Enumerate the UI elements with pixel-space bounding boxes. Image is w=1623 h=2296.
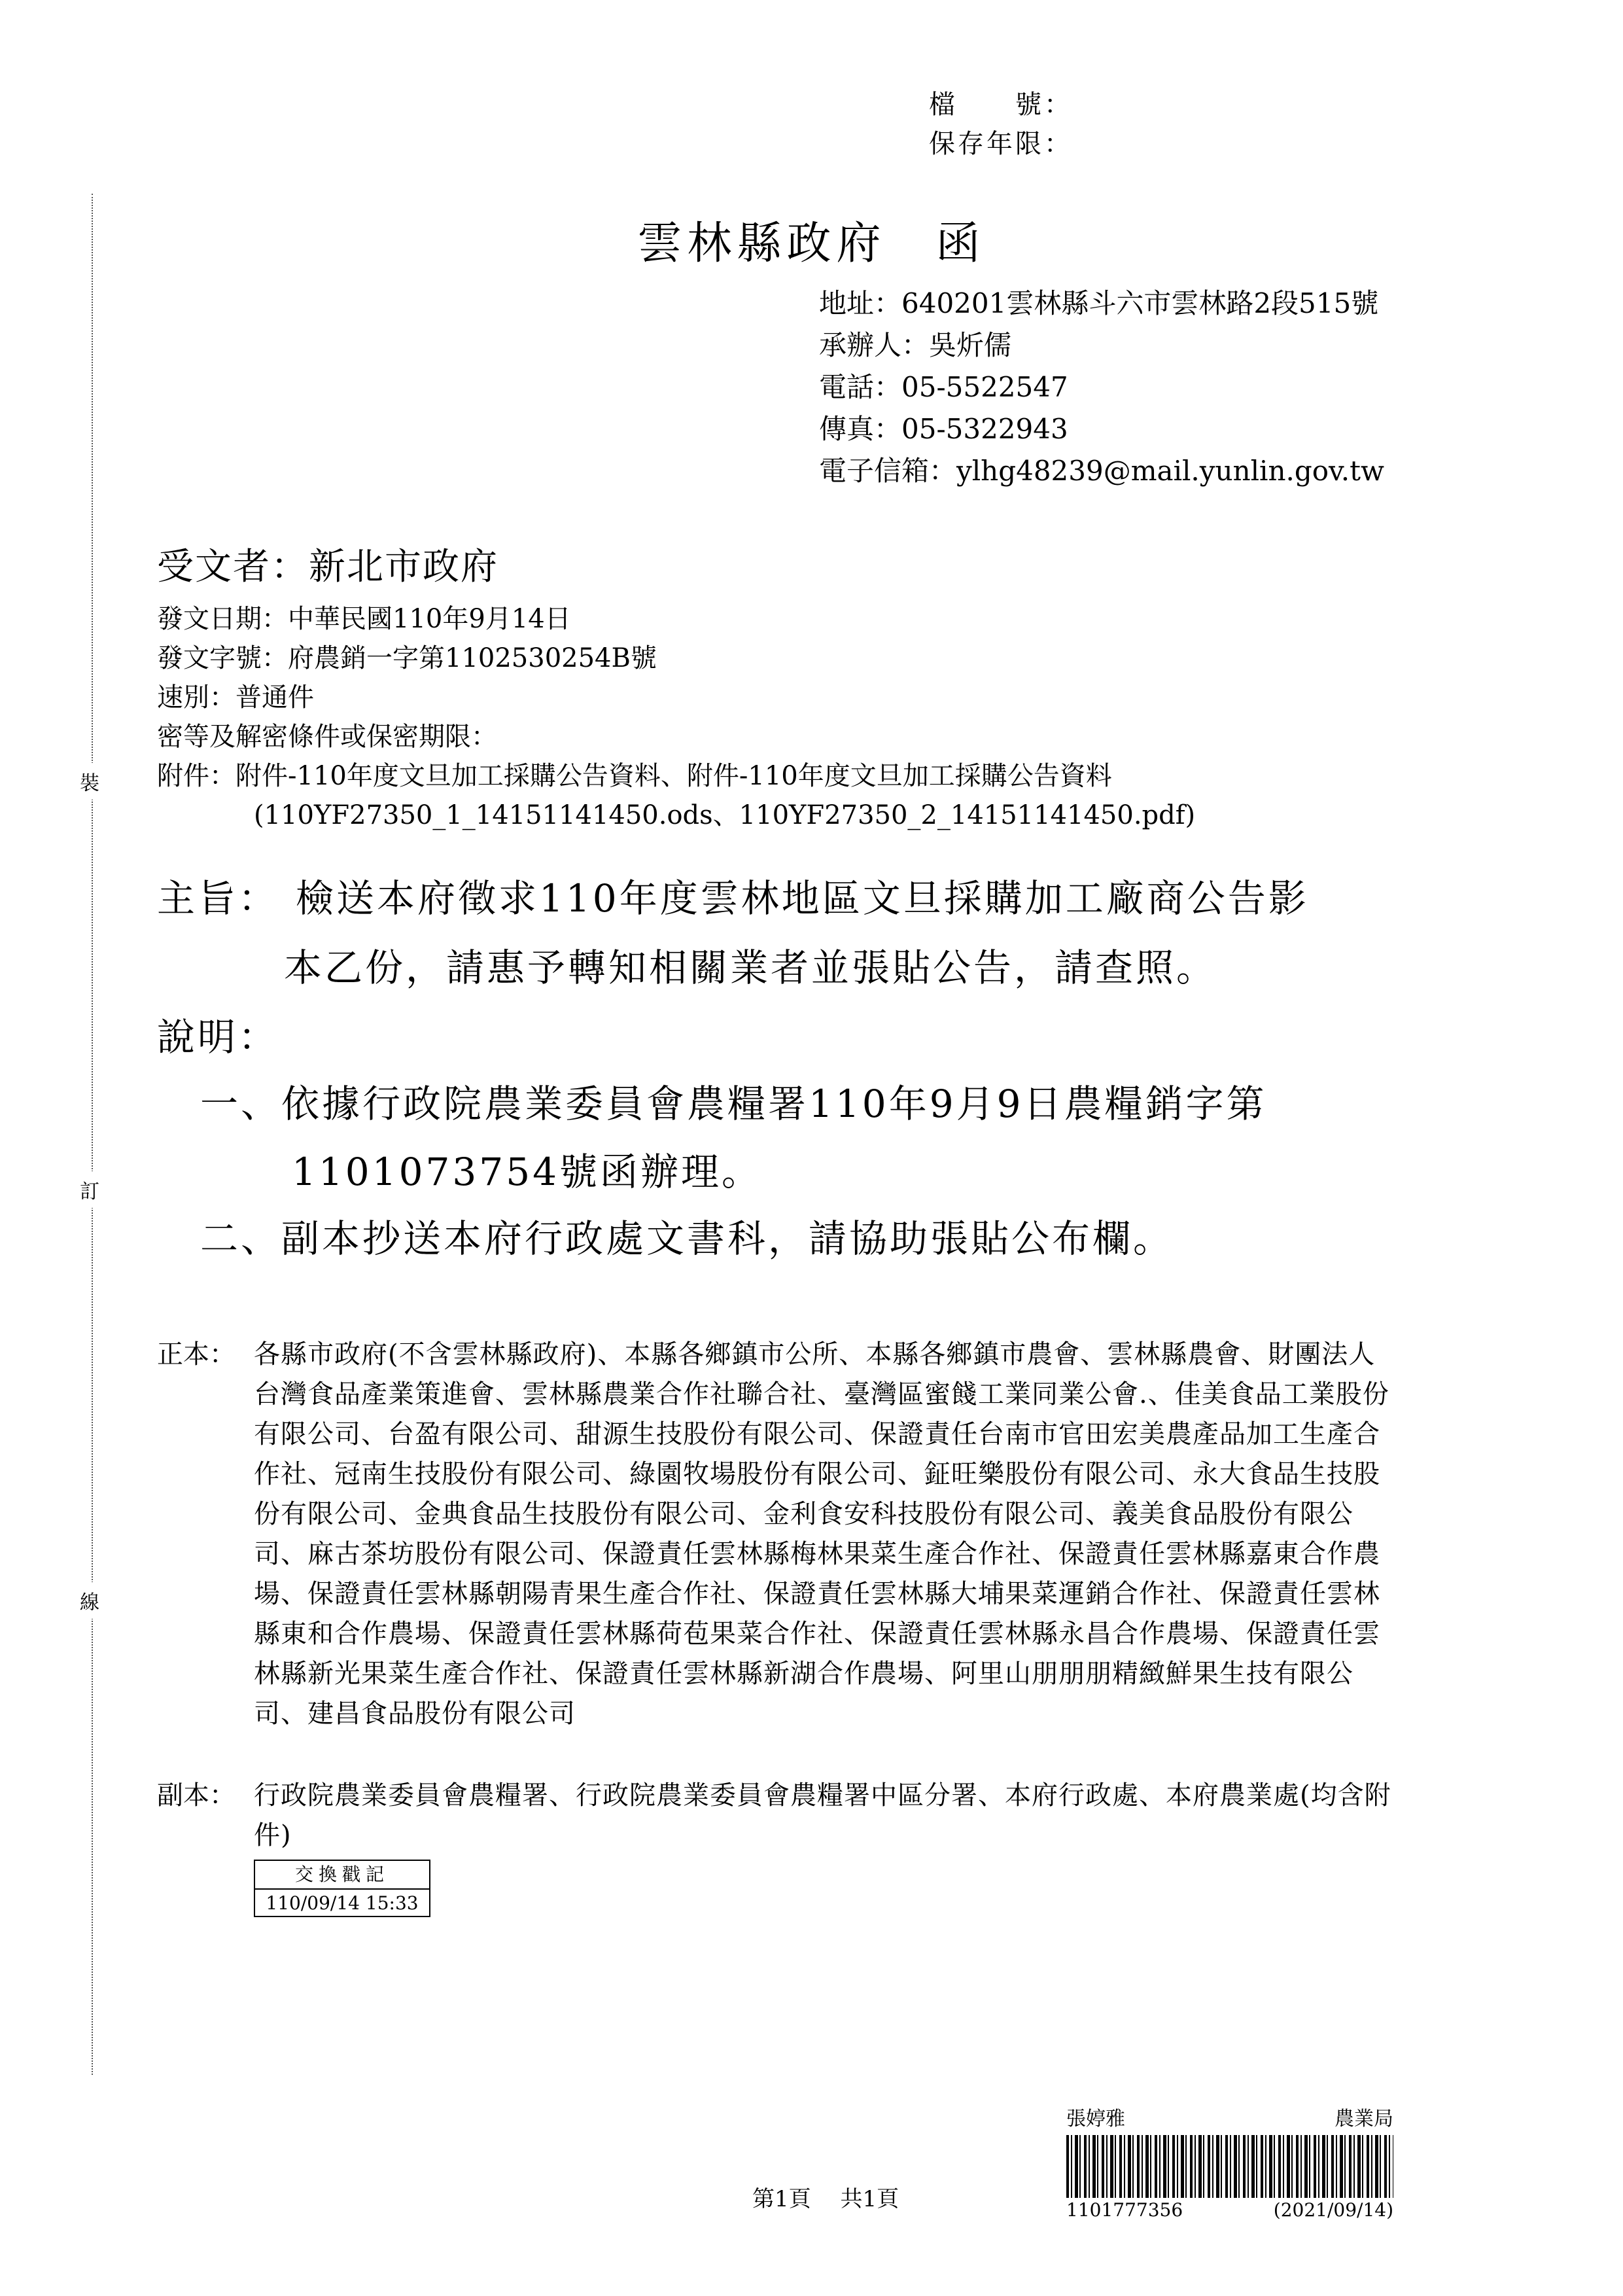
exchange-stamp-title: 交換戳記 bbox=[255, 1861, 429, 1890]
handler-line: 承辦人：吳炘儒 bbox=[819, 329, 1012, 361]
main-recipients bbox=[157, 1335, 1400, 1734]
barcode-icon bbox=[1066, 2135, 1393, 2198]
explanation-item-2: 二、副本抄送本府行政處文書科，請協助張貼公布欄。 bbox=[200, 1216, 1174, 1261]
recipient: 受文者：新北市政府 bbox=[157, 546, 498, 588]
phone-line: 電話：05-5522547 bbox=[819, 371, 1068, 403]
retention-period-label: 保存年限： bbox=[929, 129, 1073, 159]
secrecy-level: 密等及解密條件或保密期限： bbox=[157, 722, 497, 752]
main-recipients-label: 正本： bbox=[157, 1339, 236, 1369]
email-line: 電子信箱：ylhg48239@mail.yunlin.gov.tw bbox=[819, 455, 1384, 487]
copy-recipients-label: 副本： bbox=[157, 1780, 236, 1810]
barcode-name: 張婷雅 bbox=[1066, 2108, 1125, 2130]
document-meta bbox=[157, 599, 1195, 835]
explanation-label: 說明： bbox=[157, 1015, 279, 1059]
binding-mark-zhuang: 裝 bbox=[80, 763, 99, 800]
document-number: 發文字號：府農銷一字第1102530254B號 bbox=[157, 643, 657, 673]
main-recipients-text: 各縣市政府(不含雲林縣政府)、本縣各鄉鎮市公所、本縣各鄉鎮市農會、雲林縣農會、財團法人台灣食品產業策進會、雲林縣農業合作社聯合社、臺灣區蜜餞工業同業公會.、佳美食品工業股份有限公司、台盈有限公司、甜源生技股份有限公司、保證責任台南市官田宏美農產品加工生產合作社、冠南生技股份有限公司、綠園牧場股份有限公司、鉦旺樂股份有限公司、永大食品生技股份有限公司、金典食品生技股份有限公司、金利食安科技股份有限公司、義美食品股份有限公司、麻古茶坊股份有限公司、保證責任雲林縣梅林果菜生產合作社、保證責任雲林縣嘉東合作農場、保證責任雲林縣朝陽青果生產合作社、保證責任雲林縣大埔果菜運銷合作社、保證責任雲林縣東和合作農場、保證責任雲林縣荷苞果菜合作社、保證責任雲林縣永昌合作農場、保證責任雲林縣新光果菜生產合作社、保證責任雲林縣新湖合作農場、阿里山朋朋朋精緻鮮果生技有限公司、建昌食品股份有限公司 bbox=[254, 1339, 1389, 1729]
barcode-number: 1101777356 bbox=[1066, 2199, 1183, 2221]
document-title: 雲林縣政府 函 bbox=[637, 218, 986, 270]
fax-line: 傳真：05-5322943 bbox=[819, 413, 1068, 445]
contact-info bbox=[819, 283, 1384, 492]
speed-class: 速別：普通件 bbox=[157, 682, 314, 713]
binding-mark-xian: 線 bbox=[80, 1582, 99, 1619]
barcode-date: (2021/09/14) bbox=[1273, 2199, 1393, 2221]
binding-mark-ding: 訂 bbox=[80, 1171, 99, 1208]
subject-line-1: 檢送本府徵求110年度雲林地區文旦採購加工廠商公告影 bbox=[296, 876, 1309, 921]
binding-margin-line bbox=[92, 194, 93, 2075]
issue-date: 發文日期：中華民國110年9月14日 bbox=[157, 604, 571, 634]
explanation-item-1-line-1: 一、依據行政院農業委員會農糧署110年9月9日農糧銷字第 bbox=[200, 1082, 1267, 1126]
attachment-line: 附件：附件-110年度文旦加工採購公告資料、附件-110年度文旦加工採購公告資料 bbox=[157, 761, 1112, 791]
subject-label: 主旨： bbox=[157, 876, 279, 921]
file-number-label: 檔 號： bbox=[929, 90, 1073, 120]
subject-line-2: 本乙份，請惠予轉知相關業者並張貼公告，請查照。 bbox=[284, 945, 1217, 990]
address-line: 地址：640201雲林縣斗六市雲林路2段515號 bbox=[819, 287, 1379, 319]
exchange-stamp bbox=[254, 1860, 430, 1917]
copy-recipients bbox=[157, 1776, 1400, 1856]
barcode-block bbox=[1066, 2102, 1393, 2221]
barcode-department: 農業局 bbox=[1335, 2108, 1393, 2130]
copy-recipients-text: 行政院農業委員會農糧署、行政院農業委員會農糧署中區分署、本府行政處、本府農業處(均含附件) bbox=[254, 1780, 1391, 1850]
exchange-stamp-datetime: 110/09/14 15:33 bbox=[266, 1892, 419, 1914]
attachment-files: (110YF27350_1_14151141450.ods、110YF27350_2_14151141450.pdf) bbox=[254, 800, 1196, 830]
explanation-item-1-line-2: 1101073754號函辦理。 bbox=[292, 1150, 763, 1194]
page-number: 第1頁 共1頁 bbox=[752, 2186, 899, 2212]
